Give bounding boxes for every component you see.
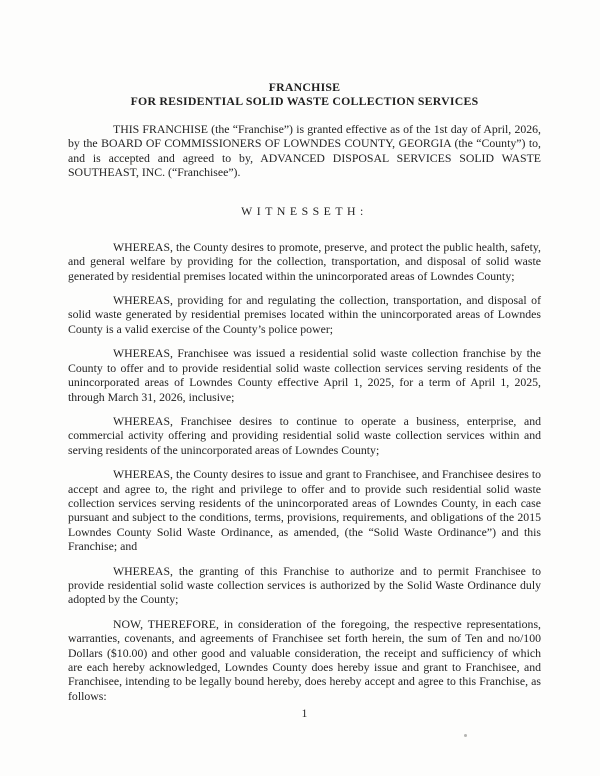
document-content — [68, 80, 541, 703]
title-block — [68, 80, 541, 109]
witnesseth-heading: WITNESSETH: — [241, 204, 368, 219]
now-therefore-paragraph: NOW, THEREFORE, in consideration of the foregoing, the respective representations, warranties, covenants, and agreements of Franchisee set forth herein, the sum of Ten and no/100 Dollars ($10.00) and other good and valuable consideration, the receipt and sufficiency of which are each hereby acknowledged, Lowndes County does hereby issue and grant to Franchisee, and Franchisee, intending to be legally bound hereby, does hereby accept and agree to this Franchise, as follows: — [68, 616, 541, 703]
document-title: FRANCHISE — [268, 80, 341, 94]
whereas-paragraph-2: WHEREAS, providing for and regulating the collection, transportation, and disposal of solid waste generated by residential premises located within the unincorporated areas of Lowndes County is a valid exercise of the County’s police power; — [68, 293, 541, 336]
document-subtitle: FOR RESIDENTIAL SOLID WASTE COLLECTION SERVICES — [130, 94, 479, 109]
whereas-paragraph-5: WHEREAS, the County desires to issue and grant to Franchisee, and Franchisee desires to accept and agree to, the right and privilege to offer and to provide such residential solid waste collection services serving residents of the unincorporated areas of Lowndes County, in each case pursuant and subject to the conditions, terms, provisions, requirements, and obligations of the 2015 Lowndes County Solid Waste Ordinance, as amended, (the “Solid Waste Ordinance”) and this Franchise; and — [68, 467, 541, 554]
whereas-paragraph-4: WHEREAS, Franchisee desires to continue to operate a business, enterprise, and commercial activity offering and providing residential solid waste collection services within and serving residents of the unincorporated areas of Lowndes County; — [68, 413, 541, 457]
whereas-paragraph-6: WHEREAS, the granting of this Franchise to authorize and to permit Franchisee to provide residential solid waste collection services is authorized by the Solid Waste Ordinance duly adopted by the County; — [68, 563, 541, 607]
whereas-paragraph-1: WHEREAS, the County desires to promote, preserve, and protect the public health, safety, and general welfare by providing for the collection, transportation, and disposal of solid waste generated by residential premises located within the unincorporated areas of Lowndes County; — [68, 239, 541, 283]
page-number: 1 — [301, 706, 308, 720]
whereas-paragraph-3: WHEREAS, Franchisee was issued a residential solid waste collection franchise by the County to offer and to provide residential solid waste collection services serving residents of the unincorporated areas of Lowndes County effective April 1, 2025, for a term of April 1, 2025, through March 31, 2026, inclusive; — [68, 346, 541, 404]
intro-paragraph: THIS FRANCHISE (the “Franchise”) is granted effective as of the 1st day of April, 2026, by the BOARD OF COMMISSIONERS OF LOWNDES COUNTY, GEORGIA (the “County”) to, and is accepted and agreed to by, ADVANCED DISPOSAL SERVICES SOLID WASTE SOUTHEAST, INC. (“Franchisee”). — [68, 121, 541, 180]
scan-artifact-dot — [464, 734, 467, 737]
